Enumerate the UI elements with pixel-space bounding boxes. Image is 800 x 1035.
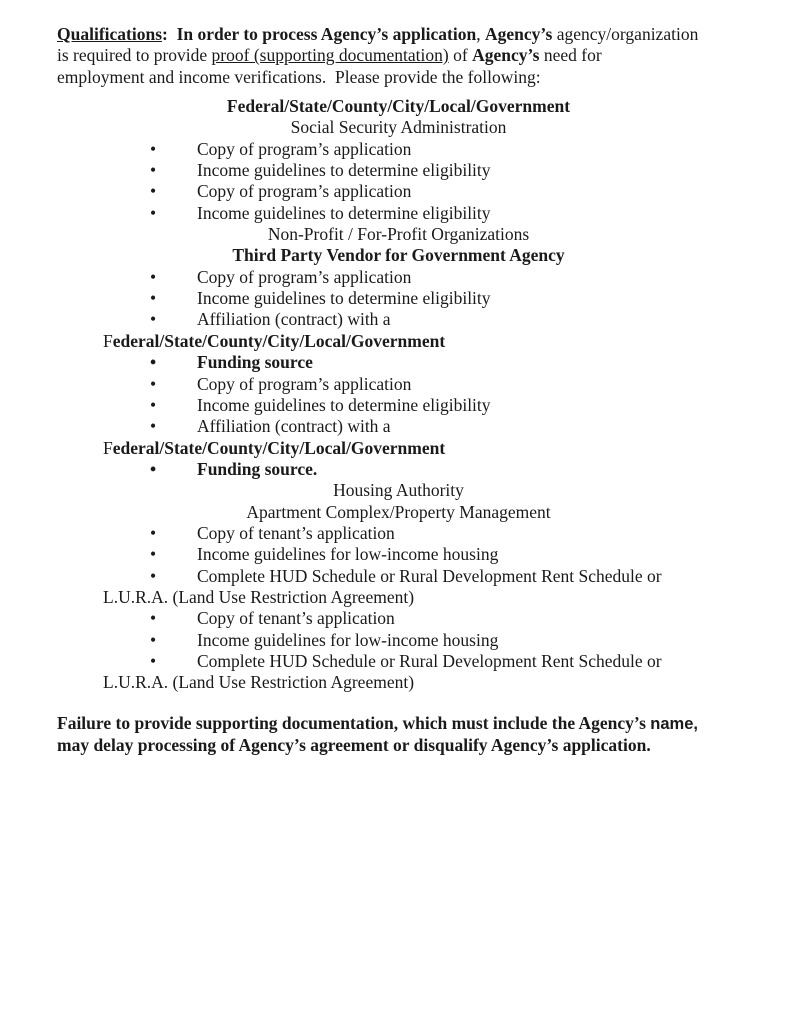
subheading-social-security: Social Security Administration [290,117,507,138]
regular-f-prefix: F [103,437,113,458]
intro-line-3: employment and income verifications. Please provide the following: [57,66,541,87]
subheading-nonprofit: Non-Profit / For-Profit Organizations [267,224,530,245]
bullet-icon: • [150,266,157,287]
footer-warning [57,713,740,757]
list-item-funding-source: • Funding source [150,352,313,373]
intro-line1-tail: agency/organization [552,24,699,44]
list-item: • Income guidelines for low-income housing [150,629,499,650]
intro-line2-mid: of [448,45,473,66]
footer-line-1: Failure to provide supporting documentation, which must include the Agency’s name, [57,712,698,733]
list-item: • Income guidelines to determine eligibility [150,160,491,181]
proof-underlined-phrase: proof (supporting documentation) [211,45,449,66]
qualifications-term: Qualifications [57,24,163,44]
subheading-apartment-complex: Apartment Complex/Property Management [246,501,551,522]
list-item: • Complete HUD Schedule or Rural Development Rent Schedule or [150,650,662,671]
bullet-icon: • [150,373,157,394]
bullet-icon: • [150,309,157,330]
bullet-icon: • [150,416,157,437]
bullet-icon: • [150,352,157,373]
intro-line2-lead: is required to provide [57,45,212,66]
list-item: • Copy of tenant’s application [150,608,395,629]
bullet-icon: • [150,394,157,415]
footer-name-sans: name, [650,714,698,733]
intro-bold-phrase: In order to process Agency’s application [176,24,477,44]
federal-government-continuation: Federal/State/County/City/Local/Government [103,437,446,458]
bullet-icon: • [150,181,157,202]
intro-line-2 [57,45,740,66]
list-item: • Copy of program’s application [150,373,412,394]
list-item-funding-source: • Funding source. [150,458,318,479]
bullet-icon: • [150,629,157,650]
subheading-housing-authority: Housing Authority [333,480,464,501]
list-item: • Copy of program’s application [150,266,412,287]
list-item: • Copy of program’s application [150,181,412,202]
list-item: • Affiliation (contract) with a [150,309,391,330]
intro-line2-tail: need for [539,45,602,66]
list-item: • Copy of tenant’s application [150,522,395,543]
agencys-bold: Agency’s [484,24,553,44]
intro-comma: , [476,24,485,44]
bullet-icon: • [150,160,157,181]
list-item: • Income guidelines to determine eligibility [150,394,491,415]
heading-third-party-vendor: Third Party Vendor for Government Agency [232,245,565,266]
bullet-icon: • [150,650,157,671]
bullet-icon: • [150,544,157,565]
bullet-icon: • [150,138,157,159]
bullet-icon: • [150,202,157,223]
bullet-icon: • [150,565,157,586]
requirements-list [57,96,740,694]
bullet-icon: • [150,288,157,309]
agencys-bold: Agency’s [472,45,540,66]
list-item: • Complete HUD Schedule or Rural Development Rent Schedule or [150,565,662,586]
footer-line-2: may delay processing of Agency’s agreement or disqualify Agency’s application. [57,735,651,755]
bullet-icon: • [150,458,157,479]
list-item: • Copy of program’s application [150,138,412,159]
bullet-icon: • [150,522,157,543]
intro-colon: : [162,24,177,44]
list-item: • Income guidelines to determine eligibility [150,288,491,309]
heading-federal-government: Federal/State/County/City/Local/Government [226,96,571,117]
list-item: • Income guidelines for low-income housing [150,544,499,565]
lura-continuation: L.U.R.A. (Land Use Restriction Agreement) [103,586,415,607]
intro-paragraph [57,24,740,88]
intro-line-1 [57,24,740,45]
lura-continuation: L.U.R.A. (Land Use Restriction Agreement) [103,672,415,693]
federal-government-continuation: Federal/State/County/City/Local/Government [103,330,446,351]
bullet-icon: • [150,608,157,629]
list-item: • Affiliation (contract) with a [150,416,391,437]
regular-f-prefix: F [103,330,113,351]
list-item: • Income guidelines to determine eligibility [150,202,491,223]
